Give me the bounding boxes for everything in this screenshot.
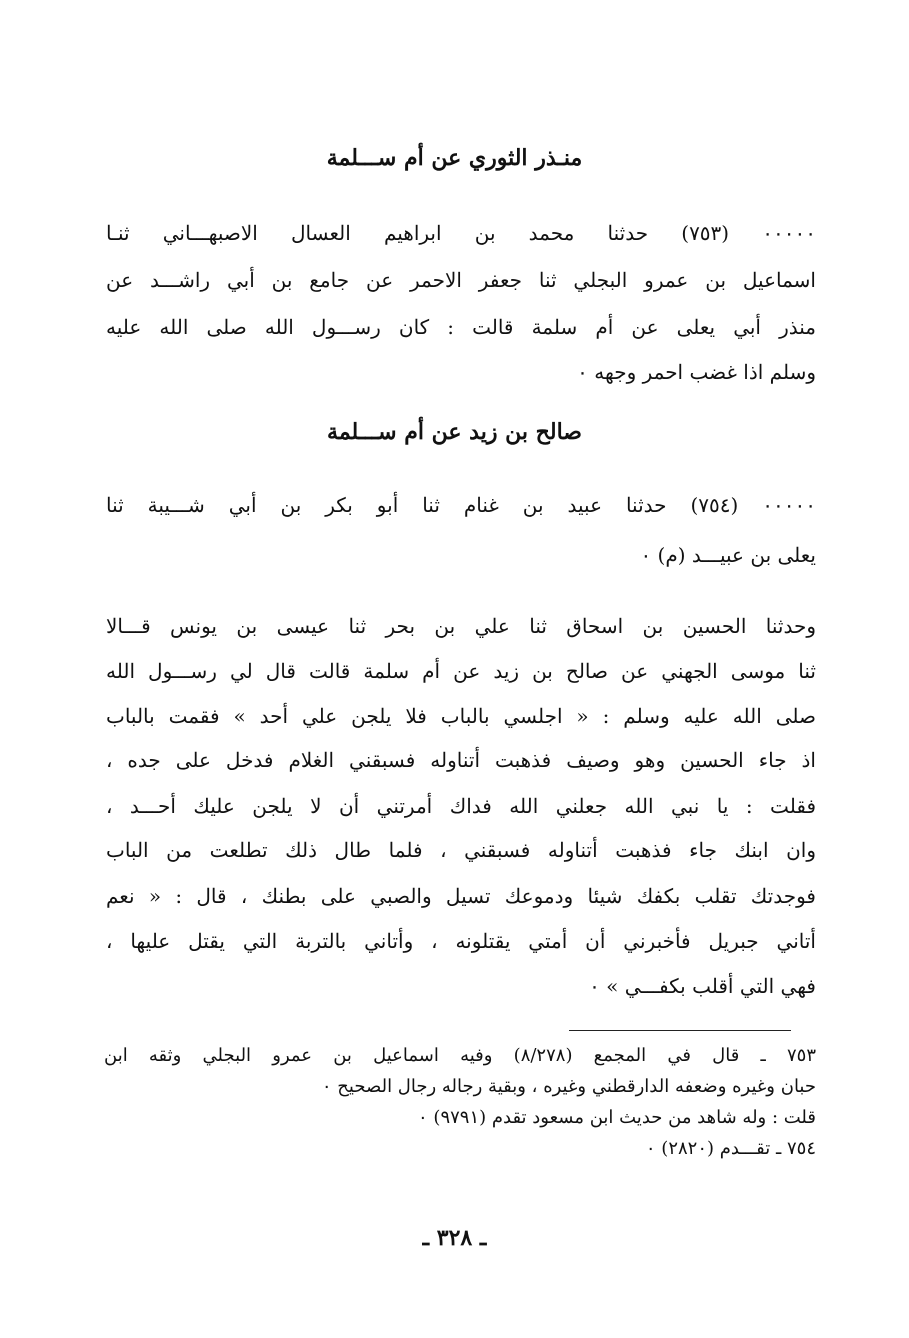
footnote-line: ٧٥٣ ـ قال في المجمع (٨/٢٧٨) وفيه اسماعيل بن عمرو البجلي وثقه ابن (104, 1045, 816, 1066)
footnote-line: ٧٥٤ ـ تقـــدم (٢٨٢٠) ٠ (645, 1138, 816, 1159)
paragraph-line: أتاني جبريل فأخبرني أن أمتي يقتلونه ، وأتاني بالتربة التي يقتل عليها ، (106, 929, 816, 953)
paragraph-line: فهي التي أقلب بكفـــي » ٠ (589, 974, 816, 998)
section-heading-2: صالح بن زيد عن أم ســـلمة (327, 419, 582, 445)
text-line: يعلى بن عبيـــد (م) ٠ (640, 543, 816, 567)
text-line: ٠٠٠٠٠ (٧٥٤) حدثنا عبيد بن غنام ثنا أبو بكر بن أبي شـــيبة ثنا (106, 493, 816, 517)
section-heading-1: منـذر الثوري عن أم ســـلمة (326, 145, 583, 171)
paragraph-line: ثنا موسى الجهني عن صالح بن زيد عن أم سلمة قالت قال لي رســـول الله (106, 659, 816, 683)
paragraph-line: اذ جاء الحسين وهو وصيف فذهبت أتناوله فسبقني الغلام فدخل على جده ، (106, 748, 816, 772)
paragraph-line: فقلت : يا نبي الله جعلني الله فداك أمرتني أن لا يلجن عليك أحـــد ، (106, 794, 816, 818)
text-line: ٠٠٠٠٠ (٧٥٣) حدثنا محمد بن ابراهيم العسال الاصبهـــاني ثنـا (106, 221, 816, 245)
footnote-line: قلت : وله شاهد من حديث ابن مسعود تقدم (٩٧٩١) ٠ (418, 1107, 816, 1128)
footnote-line: حبان وغيره وضعفه الدارقطني وغيره ، وبقية رجاله رجال الصحيح ٠ (321, 1076, 816, 1097)
paragraph-line: فوجدتك تقلب بكفك شيئا ودموعك تسيل والصبي على بطنك ، قال : « نعم (106, 884, 816, 908)
paragraph-line: صلى الله عليه وسلم : « اجلسي بالباب فلا يلجن علي أحد » فقمت بالباب (106, 704, 816, 728)
page-number: ـ ٣٢٨ ـ (422, 1225, 487, 1251)
text-line: وسلم اذا غضب احمر وجهه ٠ (577, 360, 816, 384)
text-line: اسماعيل بن عمرو البجلي ثنا جعفر الاحمر عن جامع بن أبي راشـــد عن (106, 268, 816, 292)
paragraph-line: وان ابنك جاء فذهبت أتناوله فسبقني ، فلما طال ذلك تطلعت من الباب (106, 838, 816, 862)
text-line: منذر أبي يعلى عن أم سلمة قالت : كان رســـول الله صلى الله عليه (106, 315, 816, 339)
paragraph-line: وحدثنا الحسين بن اسحاق ثنا علي بن بحر ثنا عيسى بن يونس قـــالا (106, 614, 816, 638)
footnote-divider (569, 1030, 791, 1031)
